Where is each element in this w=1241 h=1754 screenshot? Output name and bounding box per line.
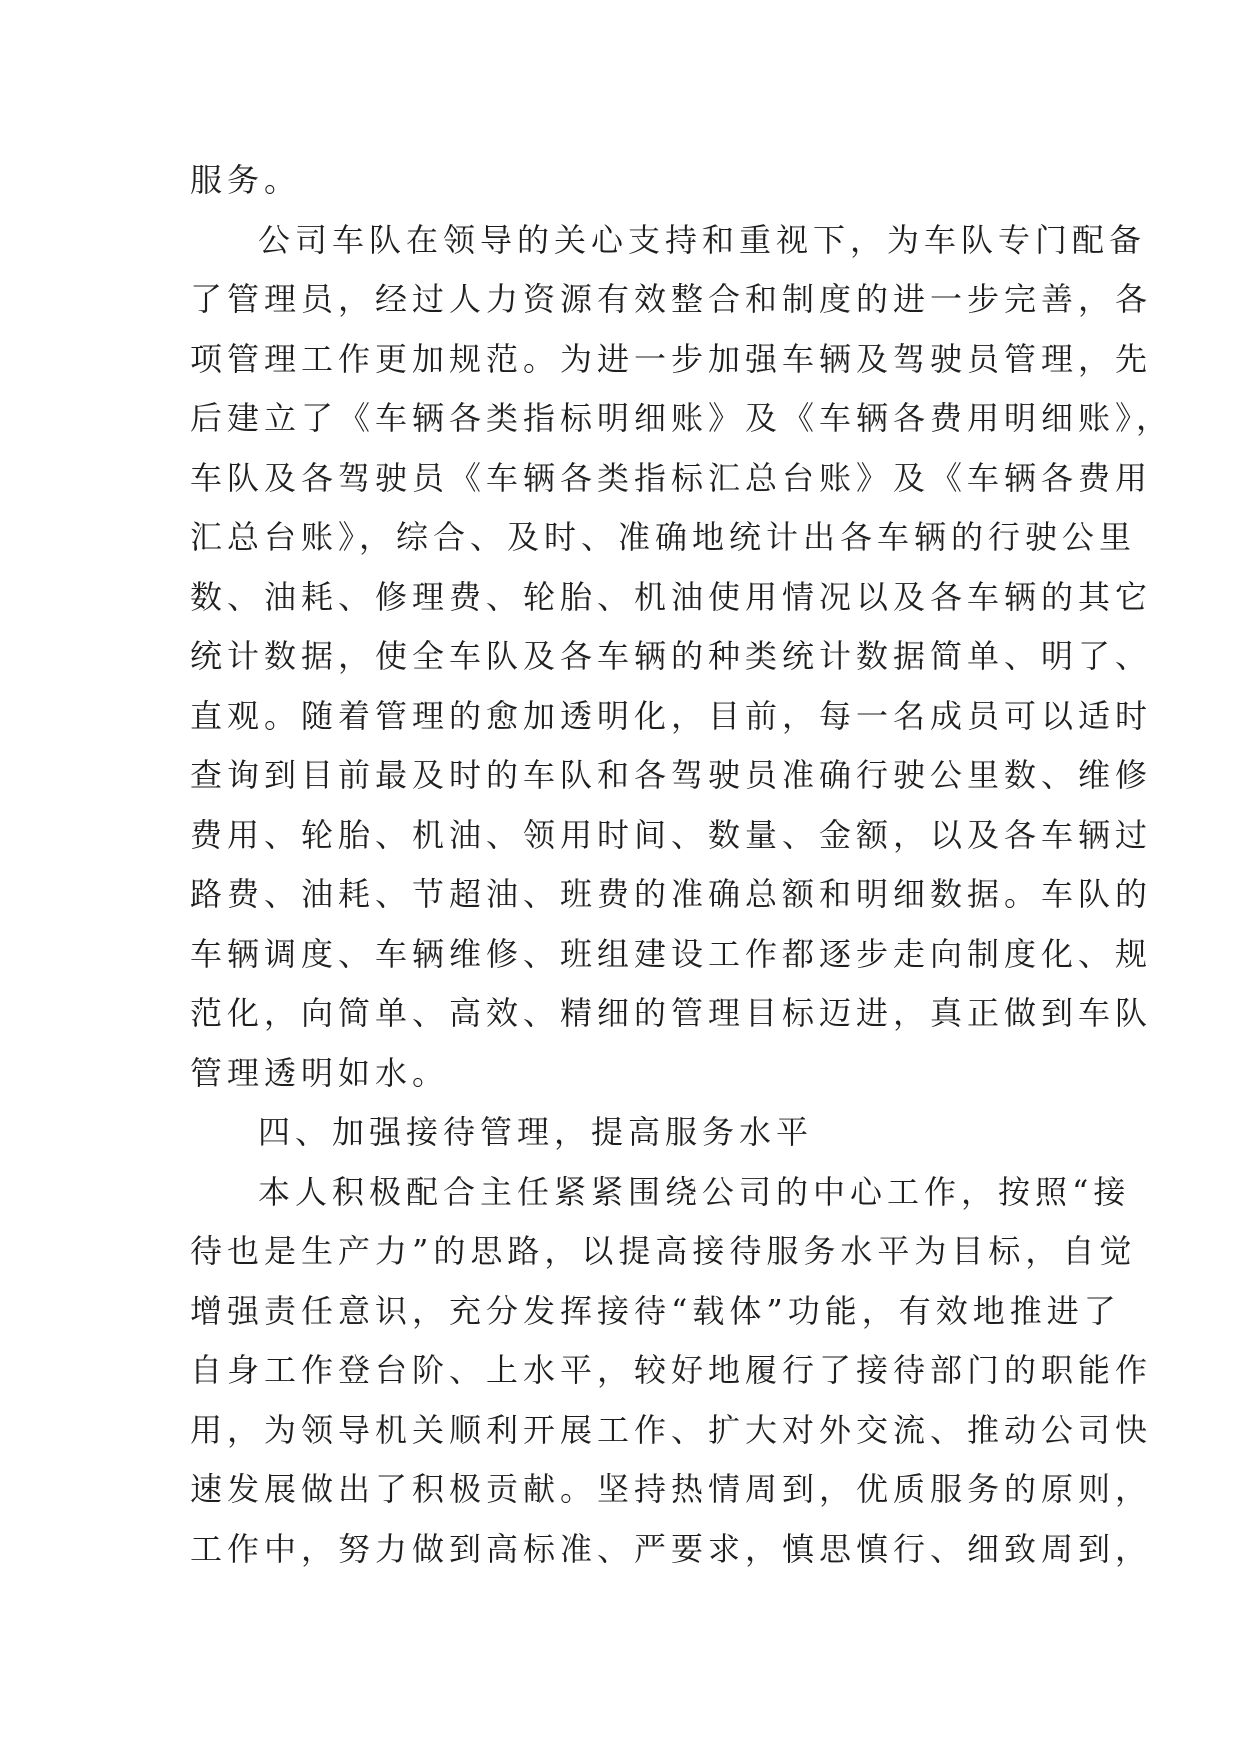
- text-line: 用，为领导机关顺利开展工作、扩大对外交流、推动公司快: [190, 1410, 1153, 1449]
- text-line: 范化，向简单、高效、精细的管理目标迈进，真正做到车队: [190, 994, 1153, 1032]
- text-line: 服务。: [190, 161, 302, 199]
- text-line: 路费、油耗、节超油、班费的准确总额和明细数据。车队的: [190, 875, 1153, 913]
- text-line: 自身工作登台阶、上水平，较好地履行了接待部门的职能作: [190, 1351, 1153, 1389]
- text-line: 增强责任意识，充分发挥接待“载体”功能，有效地推进了: [190, 1291, 1121, 1330]
- text-line: 费用、轮胎、机油、领用时间、数量、金额，以及各车辆过: [190, 815, 1153, 854]
- paragraph-first-line: 公司车队在领导的关心支持和重视下，为车队专门配备: [258, 220, 1147, 259]
- section-heading: 四、加强接待管理，提高服务水平: [258, 1113, 814, 1151]
- text-line: 直观。随着管理的愈加透明化，目前，每一名成员可以适时: [190, 696, 1153, 735]
- text-line: 待也是生产力”的思路，以提高接待服务水平为目标，自觉: [190, 1232, 1137, 1270]
- text-line: 工作中，努力做到高标准、严要求，慎思慎行、细致周到，: [190, 1529, 1153, 1568]
- paragraph-first-line: 本人积极配合主任紧紧围绕公司的中心工作，按照“接: [258, 1172, 1131, 1211]
- text-line: 汇总台账》，综合、及时、准确地统计出各车辆的行驶公里: [190, 518, 1137, 556]
- text-line: 了管理员，经过人力资源有效整合和制度的进一步完善，各: [190, 280, 1153, 318]
- text-line: 统计数据，使全车队及各车辆的种类统计数据简单、明了、: [190, 637, 1153, 675]
- text-line: 速发展做出了积极贡献。坚持热情周到，优质服务的原则，: [190, 1470, 1153, 1508]
- text-line: 后建立了《车辆各类指标明细账》及《车辆各费用明细账》，: [190, 399, 1174, 437]
- text-line: 项管理工作更加规范。为进一步加强车辆及驾驶员管理，先: [190, 339, 1153, 378]
- text-line: 管理透明如水。: [190, 1053, 450, 1092]
- text-line: 车辆调度、车辆维修、班组建设工作都逐步走向制度化、规: [190, 934, 1153, 973]
- body-text: [190, 151, 1174, 1579]
- text-line: 车队及各驾驶员《车辆各类指标汇总台账》及《车辆各费用: [190, 458, 1153, 497]
- text-line: 查询到目前最及时的车队和各驾驶员准确行驶公里数、维修: [190, 756, 1153, 794]
- text-line: 数、油耗、修理费、轮胎、机油使用情况以及各车辆的其它: [190, 577, 1153, 616]
